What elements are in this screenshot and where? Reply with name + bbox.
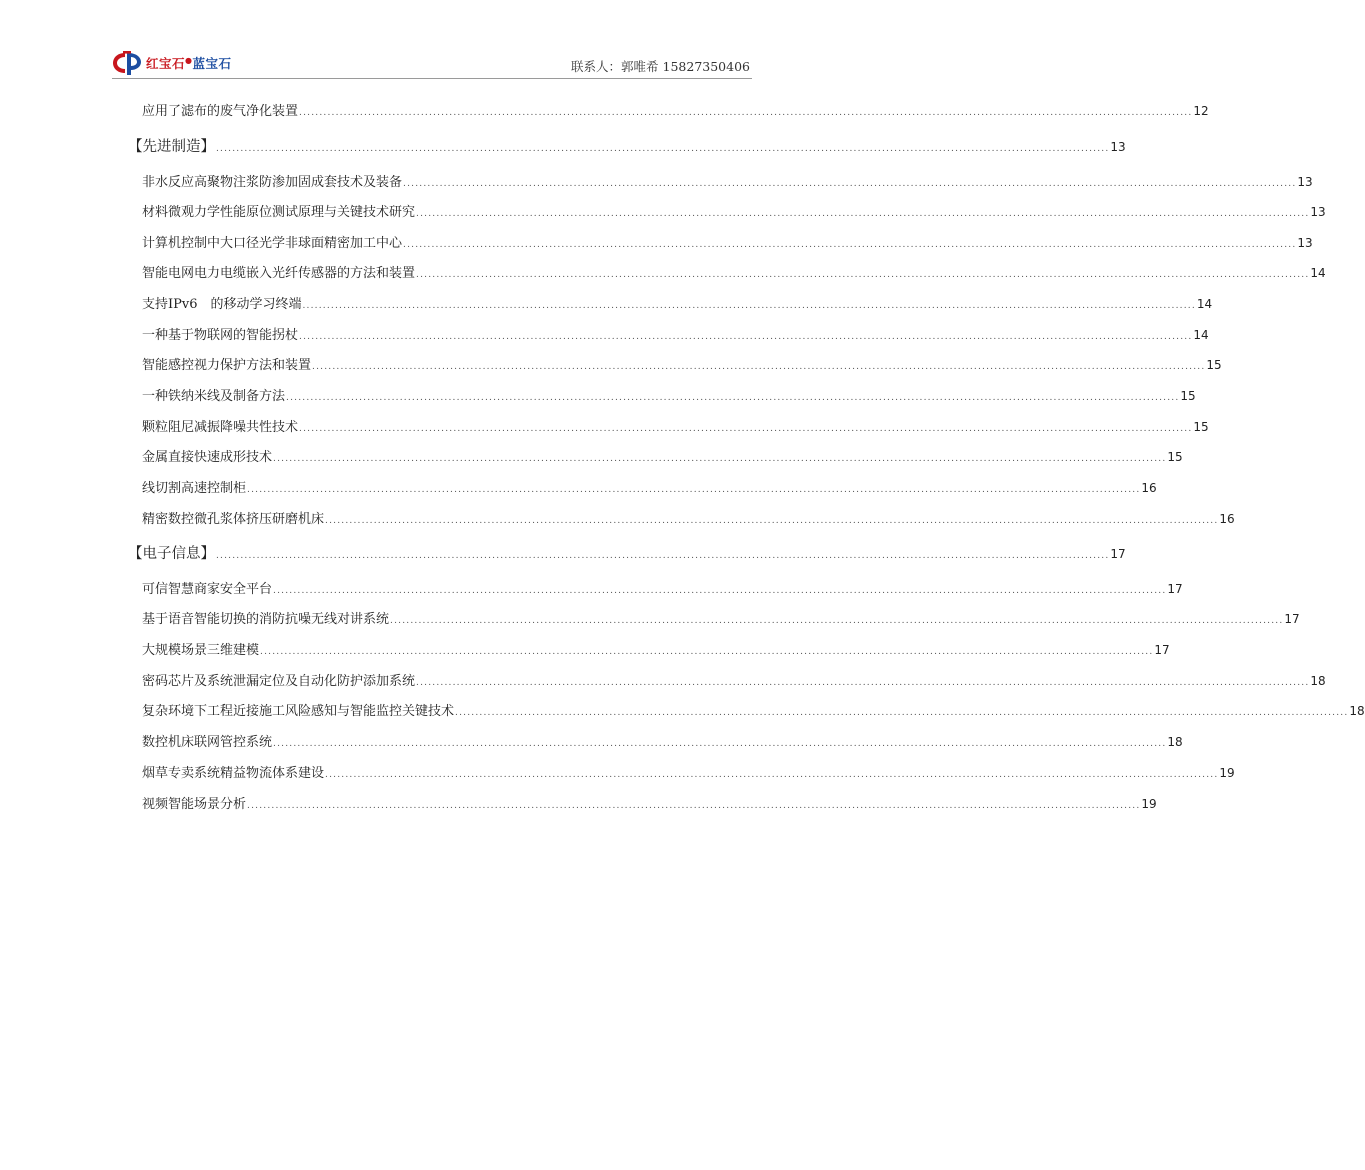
toc-entry[interactable]	[142, 324, 1209, 343]
toc-dot-leader: ............................................................................................................................................................................................................................	[403, 179, 1297, 189]
toc-entry-title: 【电子信息】	[128, 546, 215, 562]
toc-entry[interactable]	[142, 232, 1313, 251]
toc-page-number: 14	[1193, 328, 1209, 342]
toc-entry-title: 复杂环境下工程近接施工风险感知与智能监控关键技术	[142, 704, 455, 719]
toc-entry[interactable]	[142, 201, 1326, 220]
toc-dot-leader: ............................................................................................................................................................................................................................	[416, 209, 1310, 219]
toc-dot-leader: ............................................................................................................................................................................................................................	[260, 647, 1154, 657]
toc-dot-leader: ............................................................................................................................................................................................................................	[325, 770, 1219, 780]
toc-dot-leader: ............................................................................................................................................................................................................................	[273, 739, 1167, 749]
toc-section-heading[interactable]	[128, 135, 1126, 155]
toc-entry-title: 材料微观力学性能原位测试原理与关键技术研究	[142, 205, 416, 220]
toc-dot-leader: ............................................................................................................................................................................................................................	[247, 801, 1141, 811]
toc-dot-leader: ............................................................................................................................................................................................................................	[247, 485, 1141, 495]
toc-entry-title: 支持IPv6 的移动学习终端	[142, 297, 302, 312]
toc-entry[interactable]	[142, 731, 1183, 750]
toc-entry[interactable]	[142, 385, 1196, 404]
toc-entry-title: 大规模场景三维建模	[142, 643, 260, 658]
toc-entry[interactable]	[142, 578, 1183, 597]
company-logo	[112, 50, 232, 76]
toc-entry[interactable]	[142, 477, 1157, 496]
toc-section-heading[interactable]	[128, 542, 1126, 562]
logo-mark-icon	[112, 50, 142, 76]
toc-page-number: 17	[1110, 547, 1126, 561]
toc-entry[interactable]	[142, 700, 1365, 719]
toc-dot-leader: ............................................................................................................................................................................................................................	[455, 708, 1349, 718]
toc-entry-title: 一种基于物联网的智能拐杖	[142, 328, 299, 343]
toc-entry-title: 【先进制造】	[128, 139, 215, 155]
toc-page-number: 18	[1310, 674, 1326, 688]
toc-dot-leader: ............................................................................................................................................................................................................................	[216, 144, 1110, 154]
toc-page-number: 18	[1349, 704, 1365, 718]
toc-entry[interactable]	[142, 446, 1183, 465]
toc-entry[interactable]	[142, 608, 1300, 627]
page-header	[112, 48, 752, 79]
toc-page-number: 17	[1167, 582, 1183, 596]
toc-page-number: 14	[1310, 266, 1326, 280]
toc-page-number: 16	[1219, 512, 1235, 526]
toc-page-number: 13	[1110, 140, 1126, 154]
toc-entry-title: 一种铁纳米线及制备方法	[142, 389, 286, 404]
toc-dot-leader: ............................................................................................................................................................................................................................	[416, 270, 1310, 280]
logo-text: 红宝石●蓝宝石	[146, 55, 232, 71]
toc-entry-title: 基于语音智能切换的消防抗噪无线对讲系统	[142, 612, 390, 627]
toc-entry-title: 应用了滤布的废气净化装置	[142, 104, 299, 119]
toc-page-number: 17	[1154, 643, 1170, 657]
toc-entry[interactable]	[142, 670, 1326, 689]
toc-entry-title: 金属直接快速成形技术	[142, 450, 273, 465]
toc-entry[interactable]	[142, 293, 1213, 312]
toc-page-number: 12	[1193, 104, 1209, 118]
toc-page-number: 16	[1141, 481, 1157, 495]
toc-entry[interactable]	[142, 354, 1222, 373]
toc-page-number: 17	[1284, 612, 1300, 626]
toc-dot-leader: ............................................................................................................................................................................................................................	[416, 678, 1310, 688]
toc-dot-leader: ............................................................................................................................................................................................................................	[299, 332, 1193, 342]
toc-page-number: 15	[1167, 450, 1183, 464]
toc-entry-title: 视频智能场景分析	[142, 797, 247, 812]
toc-entry[interactable]	[142, 262, 1326, 281]
toc-page-number: 13	[1310, 205, 1326, 219]
toc-entry[interactable]	[142, 762, 1235, 781]
toc-entry-title: 线切割高速控制柜	[142, 481, 247, 496]
toc-dot-leader: ............................................................................................................................................................................................................................	[312, 362, 1206, 372]
toc-dot-leader: ............................................................................................................................................................................................................................	[403, 240, 1297, 250]
toc-page-number: 19	[1219, 766, 1235, 780]
toc-page-number: 18	[1167, 735, 1183, 749]
toc-entry-title: 智能感控视力保护方法和装置	[142, 358, 312, 373]
toc-page-number: 15	[1193, 420, 1209, 434]
toc-entry[interactable]	[142, 171, 1313, 190]
toc-entry-title: 非水反应高聚物注浆防渗加固成套技术及装备	[142, 175, 403, 190]
toc-page-number: 13	[1297, 175, 1313, 189]
toc-entry-title: 数控机床联网管控系统	[142, 735, 273, 750]
toc-entry-title: 智能电网电力电缆嵌入光纤传感器的方法和装置	[142, 266, 416, 281]
toc-entry[interactable]	[142, 416, 1209, 435]
toc-page-number: 14	[1196, 297, 1213, 311]
toc-entry[interactable]	[142, 793, 1157, 812]
toc-page-number: 19	[1141, 797, 1157, 811]
toc-dot-leader: ............................................................................................................................................................................................................................	[390, 616, 1284, 626]
toc-dot-leader: ............................................................................................................................................................................................................................	[216, 551, 1110, 561]
toc-entry-title: 烟草专卖系统精益物流体系建设	[142, 766, 325, 781]
toc-dot-leader: ............................................................................................................................................................................................................................	[286, 393, 1180, 403]
toc-dot-leader: ............................................................................................................................................................................................................................	[302, 301, 1196, 311]
contact-info: 联系人：郭唯希 15827350406	[571, 59, 750, 74]
toc-entry-title: 颗粒阻尼减振降噪共性技术	[142, 420, 299, 435]
toc-entry[interactable]	[142, 508, 1235, 527]
toc-dot-leader: ............................................................................................................................................................................................................................	[299, 424, 1193, 434]
toc-entry-title: 密码芯片及系统泄漏定位及自动化防护添加系统	[142, 674, 416, 689]
toc-entry[interactable]	[142, 639, 1170, 658]
toc-dot-leader: ............................................................................................................................................................................................................................	[273, 454, 1167, 464]
toc-entry-title: 精密数控微孔浆体挤压研磨机床	[142, 512, 325, 527]
toc-entry-title: 计算机控制中大口径光学非球面精密加工中心	[142, 236, 403, 251]
toc-entry-title: 可信智慧商家安全平台	[142, 582, 273, 597]
toc-entry[interactable]	[142, 100, 1209, 119]
toc-page-number: 13	[1297, 236, 1313, 250]
toc-dot-leader: ............................................................................................................................................................................................................................	[273, 586, 1167, 596]
toc-dot-leader: ............................................................................................................................................................................................................................	[325, 516, 1219, 526]
toc-page-number: 15	[1180, 389, 1196, 403]
toc-dot-leader: ............................................................................................................................................................................................................................	[299, 108, 1193, 118]
toc-page-number: 15	[1206, 358, 1222, 372]
